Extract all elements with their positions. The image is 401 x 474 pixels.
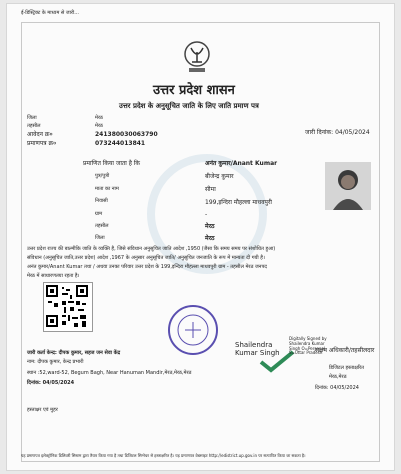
- signature-place: मेरठ,मेरठ: [329, 374, 347, 380]
- issuing-center: जारी कर्ता केन्द्र: दीपक कुमार, सहज जन सेवा केंद्र: [27, 350, 121, 356]
- village-value: -: [205, 211, 208, 218]
- detail-district-value: मेरठ: [205, 235, 215, 242]
- certificate-number-label: प्रमाणपत्र क्र०: [27, 140, 57, 147]
- detail-tehsil-value: मेरठ: [205, 223, 215, 230]
- certificate-number: 073244013841: [95, 140, 146, 147]
- signer-name: Shailendra Kumar Singh: [235, 341, 280, 358]
- qr-code-icon: [43, 282, 93, 332]
- certificate-page: [6, 3, 395, 471]
- father-value: बीजेन्द्र कुमार: [205, 173, 234, 180]
- resident-value: 199,इन्दिरा मौहल्ला माधवपुरी: [205, 199, 272, 206]
- applicant-photo: [325, 162, 371, 210]
- certificate-subtitle: उत्तर प्रदेश के अनुसूचित जाति के लिए जाति प्रमाण पत्र: [119, 102, 259, 110]
- village-label: ग्राम: [95, 211, 103, 217]
- issuer-date: दिनांक: 04/05/2024: [27, 380, 75, 386]
- issue-date: जारी दिनांक: 04/05/2024: [305, 129, 370, 136]
- father-label: पुत्र/पुत्री: [95, 173, 110, 179]
- application-label: आवेदन क्र०: [27, 131, 53, 138]
- up-emblem-icon: [183, 40, 211, 74]
- caste-paragraph-4: मेरठ में साधारणतया रहता है।: [27, 273, 80, 279]
- applicant-name: अनंत कुमार/Anant Kumar: [205, 160, 278, 167]
- mother-label: माता का नाम: [95, 186, 119, 192]
- district-label: जिला: [27, 115, 37, 121]
- caste-paragraph-2: संविधान (अनुसूचित जाति,उत्तर प्रदेश) आदेश ,1967 के अनुसार अनुसूचित जाति/ अनुसूचित जनजाति के रूप में मान्यता दी गयी है।: [27, 255, 265, 261]
- district-value: मेरठ: [95, 115, 103, 121]
- digital-signature-text: Digitally Signed by Shailendra Kumar Singh O=Personal, S=Uttar Pradesh: [289, 336, 327, 356]
- top-note: ई-डिस्ट्रिक्ट के माध्यम से जारी...: [21, 10, 79, 16]
- competent-authority: सक्षम अधिकारी/तहसीलदार: [315, 347, 375, 354]
- tehsil-label: तहसील: [27, 123, 41, 129]
- issuer-name: नाम: दीपक कुमार, केन्द्र प्रभारी: [27, 359, 84, 365]
- footer-note: यह प्रमाणपत्र इलेक्ट्रॉनिक डिलिवरी सिस्टम द्वारा तैयार किया गया है तथा डिजिटल सिग्नेचर से हस्ताक्षरित है। यह प्रमाणपत्र वेबसाइट http://edistrict.up.gov.in पर सत्यापित किया जा सकता है।: [21, 453, 306, 458]
- remark: हस्ताक्षर एवं मुहर: [27, 407, 58, 413]
- detail-district-label: जिला: [95, 235, 105, 241]
- round-seal-icon: [167, 304, 219, 356]
- state-title: उत्तर प्रदेश शासन: [153, 83, 235, 98]
- signature-date: दिनांक: 04/05/2024: [315, 385, 359, 391]
- signature-designation: डिजिटल हस्ताक्षरित: [329, 365, 364, 371]
- tehsil-value: मेरठ: [95, 123, 103, 129]
- intro-text: प्रमाणित किया जाता है कि: [83, 160, 141, 167]
- issuer-address: स्थान :52,ward-52, Begum Bagh, Near Hanuman Mandir,मेरठ,मेरठ,मेरठ: [27, 370, 192, 376]
- caste-paragraph-1: उत्तर प्रदेश राज्य की बाल्मीकि जाति के व्यक्ति है, जिसे संविधान अनुसूचित जाति आदेश ,1950 (जैसा कि समय समय पर संशोधित हुआ): [27, 246, 276, 252]
- resident-label: निवासी: [95, 198, 108, 204]
- detail-tehsil-label: तहसील: [95, 223, 109, 229]
- caste-paragraph-3: अनंत कुमार/Anant Kumar तथा / अथवा उनका परिवार उत्तर प्रदेश के 199,इन्दिरा मौहल्ला माधवपुरी ग्राम - तहसील मेरठ जनपद: [27, 264, 267, 270]
- application-number: 241380030063790: [95, 131, 158, 138]
- mother-value: सीमा: [205, 186, 216, 193]
